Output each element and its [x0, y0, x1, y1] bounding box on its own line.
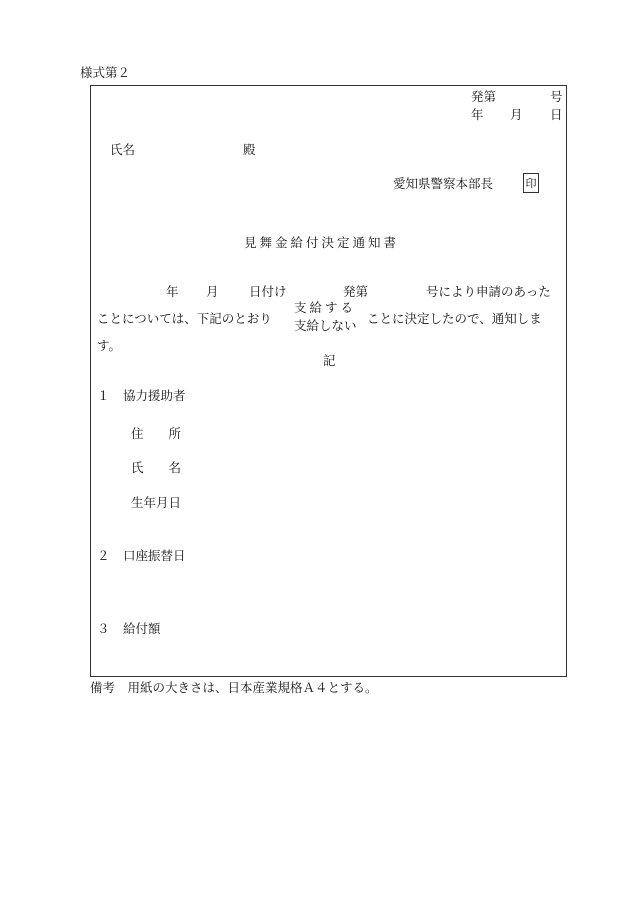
header-month: 月 [510, 107, 523, 122]
item3-number: ３ [97, 621, 110, 636]
field-birthdate-label: 生年月日 [131, 495, 182, 510]
item1-number: １ [97, 388, 110, 403]
footnote: 備考 用紙の大きさは、日本産業規格Ａ４とする。 [90, 680, 378, 695]
item2-label: 口座振替日 [123, 548, 186, 563]
header-year: 年 [471, 107, 484, 122]
header-day: 日 [550, 107, 563, 122]
option-not-pay: 支給しない [294, 318, 357, 333]
ki-heading: 記 [323, 353, 336, 368]
item2-number: ２ [97, 548, 110, 563]
body-date-suffix: 日付け [249, 284, 287, 299]
seal-box [523, 173, 539, 193]
item3-label: 給付額 [123, 621, 161, 636]
option-pay: 支給する [294, 300, 357, 315]
document-title: 見舞金給付決定通知書 [244, 235, 400, 250]
addressee-honorific: 殿 [243, 142, 256, 157]
issue-number-prefix: 発第 [471, 89, 497, 104]
form-frame [90, 85, 567, 677]
form-number-label: 様式第２ [80, 65, 131, 80]
item1-label: 協力援助者 [123, 388, 186, 403]
body-number-suffix: 号により申請のあった [426, 284, 551, 299]
issue-number-suffix: 号 [550, 89, 563, 104]
body-line2-tail: ことに決定したので、通知しま [367, 311, 542, 326]
field-name-label: 氏 名 [131, 460, 182, 475]
body-line3: す。 [97, 338, 122, 353]
body-line2-lead: ことについては、下記のとおり [97, 311, 272, 326]
body-year: 年 [166, 284, 179, 299]
issuer-title: 愛知県警察本部長 [393, 176, 494, 191]
field-address-label: 住 所 [131, 426, 182, 441]
addressee-name-label: 氏名 [110, 142, 136, 157]
body-number-prefix: 発第 [343, 284, 369, 299]
body-month: 月 [206, 284, 219, 299]
seal-mark: 印 [525, 176, 537, 190]
